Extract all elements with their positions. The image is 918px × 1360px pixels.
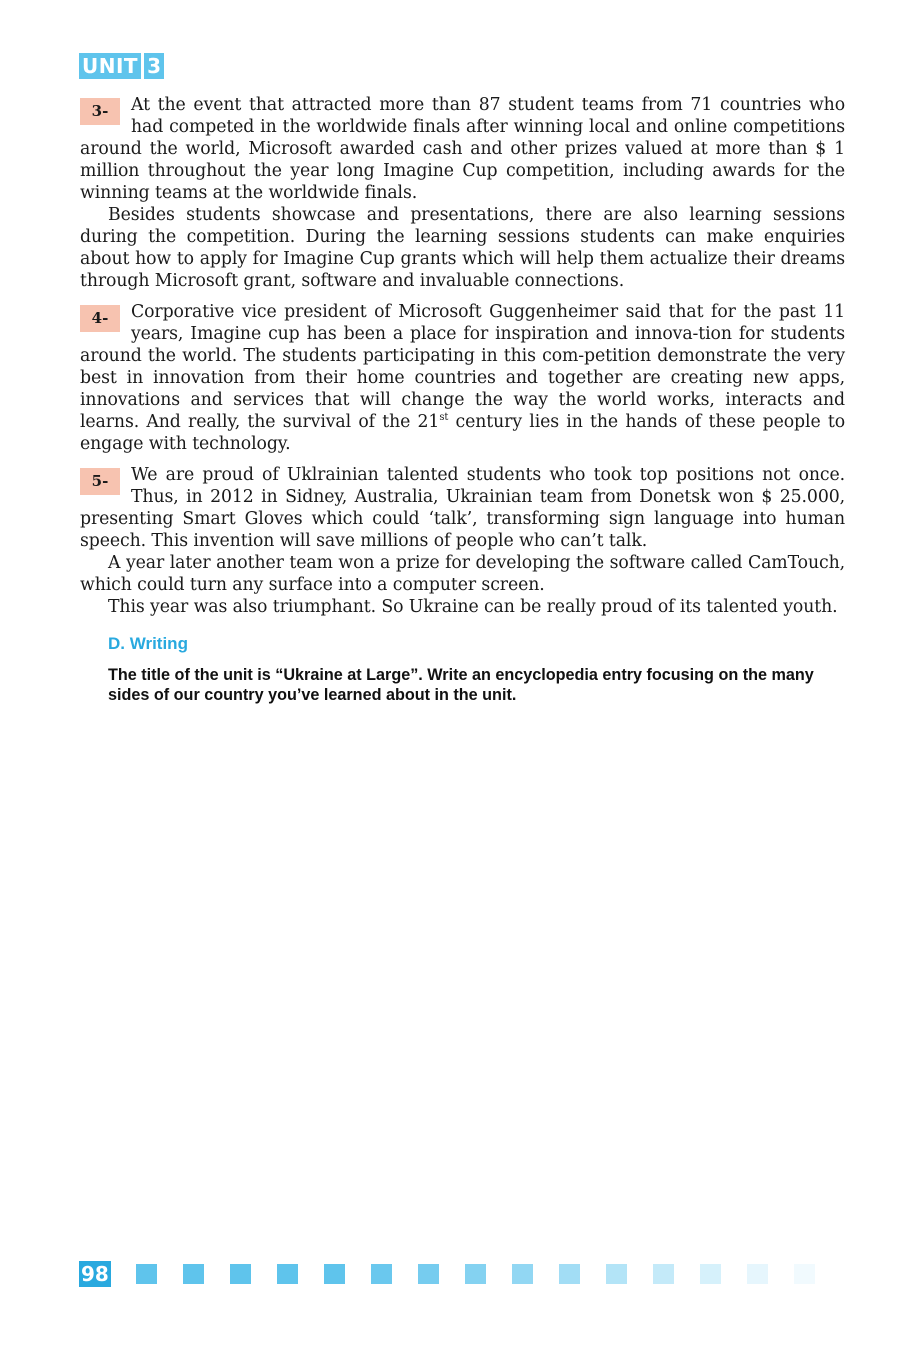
page-footer <box>79 1261 815 1287</box>
paragraph: We are proud of Uklrainian talented students who took top positions not once. Thus, in 2012 in Sidney, Australia, Ukrainian team from Donetsk won $ 25.000, presenting Smart Gloves which could ‘talk’, transforming sign language into human speech. This invention will save millions of people who can’t talk. <box>80 465 845 551</box>
decorative-square <box>747 1264 768 1284</box>
paragraph: A year later another team won a prize for developing the software called CamTouch, which could turn any surface into a computer screen. <box>80 553 845 595</box>
section-5 <box>80 464 845 618</box>
decorative-square <box>183 1264 204 1284</box>
unit-header <box>79 53 164 79</box>
decorative-square <box>371 1264 392 1284</box>
unit-label: UNIT <box>79 53 141 79</box>
decorative-square <box>794 1264 815 1284</box>
decorative-square <box>324 1264 345 1284</box>
decorative-square <box>277 1264 298 1284</box>
decorative-square <box>136 1264 157 1284</box>
section-3 <box>80 94 845 292</box>
decorative-square <box>700 1264 721 1284</box>
decorative-square <box>230 1264 251 1284</box>
paragraph: Besides students showcase and presentations, there are also learning sessions during the competition. During the learning sessions students can make enquiries about how to apply for Imagine Cup grants which will help them actualize their dreams through Microsoft grant, software and invaluable connections. <box>80 205 845 291</box>
decorative-square <box>559 1264 580 1284</box>
paragraph <box>80 301 845 455</box>
section-number-badge: 3- <box>80 98 120 125</box>
section-number-badge: 4- <box>80 305 120 332</box>
paragraph: At the event that attracted more than 87 student teams from 71 countries who had competed in the worldwide finals after winning local and online competitions around the world, Microsoft awarded cash and other prizes valued at more than $ 1 million throughout the year long Imagine Cup competition, including awards for the winning teams at the worldwide finals. <box>80 95 845 203</box>
paragraph-text: Corporative vice president of Microsoft Guggenheimer said that for the past 11 years, Imagine cup has been a place for inspiration and innova-tion for students around the world. The students participating in this com-petition demonstrate the very best in innovation from their home countries and together are creating new apps, innovations and services that will change the way the world works, interacts and learns. And really, the survival of the 21 <box>80 302 845 432</box>
page-content <box>80 94 845 705</box>
decorative-squares <box>136 1264 815 1284</box>
page-number: 98 <box>81 1262 109 1286</box>
writing-section-title: D. Writing <box>108 634 188 653</box>
decorative-square <box>418 1264 439 1284</box>
paragraph-text-tail: century lies in the hands of these people to engage with technology. <box>80 412 846 454</box>
decorative-square <box>606 1264 627 1284</box>
section-4 <box>80 301 845 455</box>
unit-number: 3 <box>144 53 164 79</box>
paragraph: This year was also triumphant. So Ukraine can be really proud of its talented youth. <box>108 597 838 617</box>
decorative-square <box>512 1264 533 1284</box>
writing-task: The title of the unit is “Ukraine at Large”. Write an encyclopedia entry focusing on the many sides of our country you’ve learned about in the unit. <box>108 666 814 704</box>
decorative-square <box>465 1264 486 1284</box>
section-number-badge: 5- <box>80 468 120 495</box>
superscript: st <box>439 412 449 424</box>
decorative-square <box>653 1264 674 1284</box>
